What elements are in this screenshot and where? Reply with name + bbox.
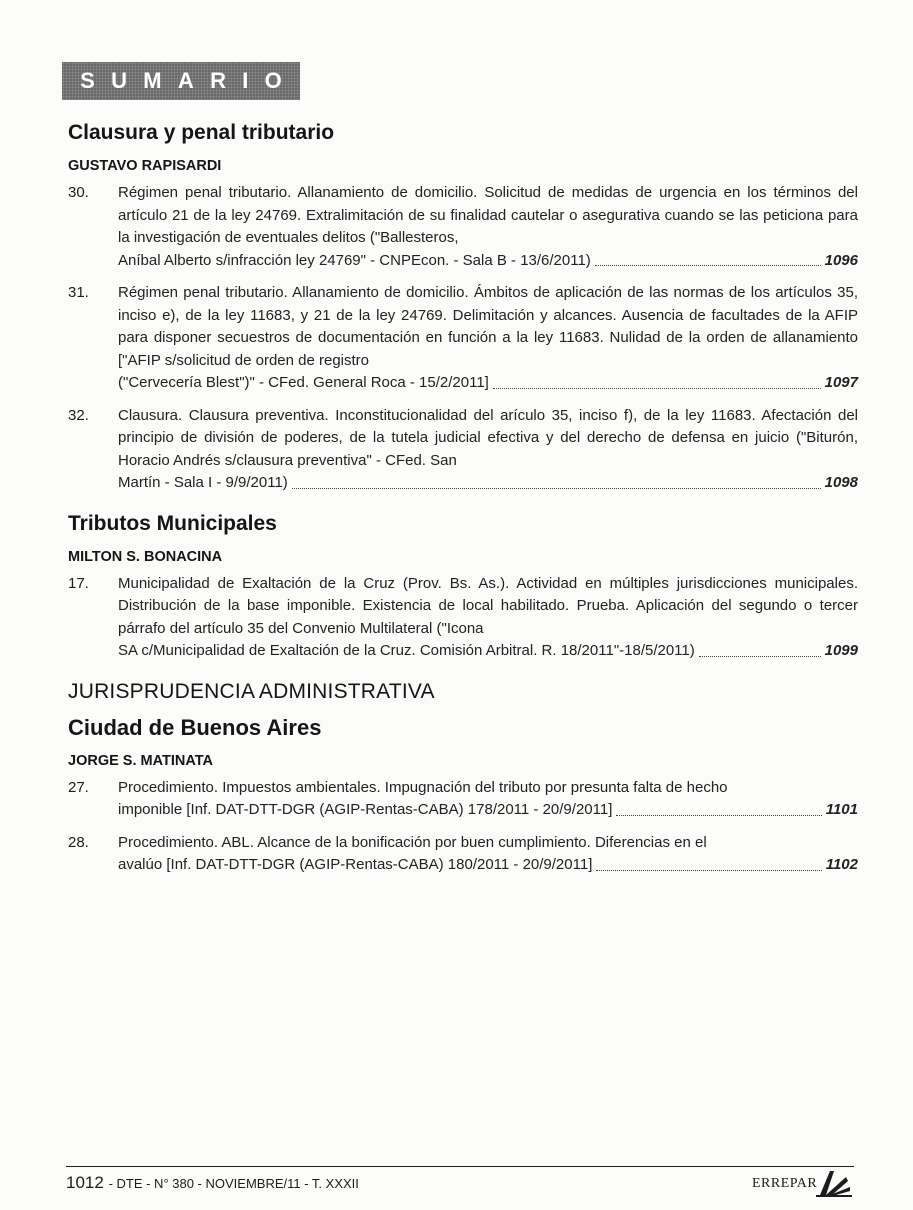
item-last-line: imponible [Inf. DAT-DTT-DGR (AGIP-Rentas-CABA) 178/2011 - 20/9/2011] — [118, 801, 613, 818]
section-title: Clausura y penal tributario — [68, 121, 335, 144]
leader-dots — [292, 488, 821, 489]
item-text — [118, 777, 858, 822]
section-author: JORGE S. MATINATA — [68, 752, 213, 769]
item-last-line: ("Cervecería Blest")" - CFed. General Roca - 15/2/2011] — [118, 374, 489, 391]
item-body: Procedimiento. ABL. Alcance de la bonificación por buen cumplimiento. Diferencias en el — [118, 833, 707, 851]
banner-letter: R — [210, 68, 226, 93]
publisher-name: ERREPAR — [752, 1176, 818, 1191]
item-number: 28. — [68, 833, 89, 851]
item-text — [118, 182, 858, 272]
summary-item[interactable] — [68, 282, 858, 395]
summary-item[interactable] — [68, 832, 858, 877]
footer-issue: - DTE - N° 380 - NOVIEMBRE/11 - T. XXXII — [108, 1176, 359, 1191]
leader-dots — [616, 815, 821, 816]
page-reference[interactable]: 1097 — [824, 374, 858, 391]
item-last-line: avalúo [Inf. DAT-DTT-DGR (AGIP-Rentas-CABA) 180/2011 - 20/9/2011] — [118, 856, 593, 873]
summary-item[interactable] — [68, 182, 858, 272]
banner-letter: M — [143, 68, 162, 93]
page-reference[interactable]: 1096 — [824, 251, 858, 269]
item-last-line: Martín - Sala I - 9/9/2011) — [118, 474, 288, 491]
leader-dots — [596, 870, 821, 871]
footer-page-number: 1012 — [66, 1173, 104, 1192]
banner-letter: U — [111, 68, 127, 93]
section-title: Ciudad de Buenos Aires — [68, 714, 322, 740]
banner-letter: S — [80, 68, 95, 93]
footer-info — [66, 1173, 359, 1193]
item-text — [118, 573, 858, 663]
banner-letter: A — [177, 68, 194, 93]
page-reference[interactable]: 1102 — [825, 856, 858, 873]
section-title: Tributos Municipales — [68, 511, 277, 535]
item-number: 30. — [68, 184, 89, 201]
leader-dots — [595, 265, 821, 266]
banner-letter: O — [264, 68, 282, 93]
section-author: GUSTAVO RAPISARDI — [68, 158, 222, 174]
page-reference[interactable]: 1098 — [824, 474, 858, 491]
page-reference[interactable]: 1099 — [824, 642, 858, 659]
page-reference[interactable]: 1101 — [825, 801, 858, 818]
leader-dots — [699, 656, 821, 657]
item-number: 31. — [68, 284, 89, 301]
banner-letter: I — [242, 68, 249, 93]
item-body: Régimen penal tributario. Allanamiento de domicilio. Solicitud de medidas de urgencia en los términos del artículo 21 de la ley 24769. Extralimitación de su finalidad cautelar o asegurativa cuando se las peticiona para la investigación de eventuales delitos ("Ballesteros, — [118, 184, 858, 246]
item-number: 32. — [68, 406, 89, 424]
errepar-logo-icon — [816, 1167, 852, 1197]
item-text — [118, 282, 858, 395]
item-body: Clausura. Clausura preventiva. Inconstitucionalidad del arículo 35, inciso f), de la ley 11683. Afectación del principio de división de poderes, de la tutela judicial efectiva y del derecho de defensa en juicio ("Biturón, Horacio Andrés s/clausura preventiva" - CFed. San — [118, 406, 858, 469]
item-text — [118, 405, 858, 495]
section-author: MILTON S. BONACINA — [68, 548, 223, 565]
summary-item[interactable] — [68, 777, 858, 822]
item-body: Procedimiento. Impuestos ambientales. Impugnación del tributo por presunta falta de hecho — [118, 778, 728, 796]
leader-dots — [493, 388, 821, 389]
summary-item[interactable] — [68, 573, 858, 663]
item-number: 17. — [68, 574, 89, 592]
item-number: 27. — [68, 778, 89, 796]
section-heading: JURISPRUDENCIA ADMINISTRATIVA — [68, 679, 435, 703]
summary-item[interactable] — [68, 405, 858, 495]
item-body: Régimen penal tributario. Allanamiento de domicilio. Ámbitos de aplicación de las normas de los artículos 35, inciso e), de la ley 11683, y 21 de la ley 24769. Delimitación y alcances. Ausencia de facultades de la AFIP para disponer secuestros de documentación en función a la ley 11683. Nulidad de la orden de allanamiento ["AFIP s/solicitud de orden de registro — [118, 284, 858, 369]
item-text — [118, 832, 858, 877]
summary-content — [68, 120, 858, 887]
item-body: Municipalidad de Exaltación de la Cruz (Prov. Bs. As.). Actividad en múltiples jurisdicciones municipales. Distribución de la base imponible. Existencia de local habilitado. Prueba. Aplicación del segundo o tercer párrafo del artículo 35 del Convenio Multilateral ("Icona — [118, 574, 858, 637]
sumario-banner — [62, 62, 300, 100]
item-last-line: SA c/Municipalidad de Exaltación de la Cruz. Comisión Arbitral. R. 18/2011"-18/5/2011) — [118, 642, 695, 659]
footer-rule — [66, 1166, 854, 1167]
item-last-line: Aníbal Alberto s/infracción ley 24769" - CNPEcon. - Sala B - 13/6/2011) — [118, 251, 591, 269]
